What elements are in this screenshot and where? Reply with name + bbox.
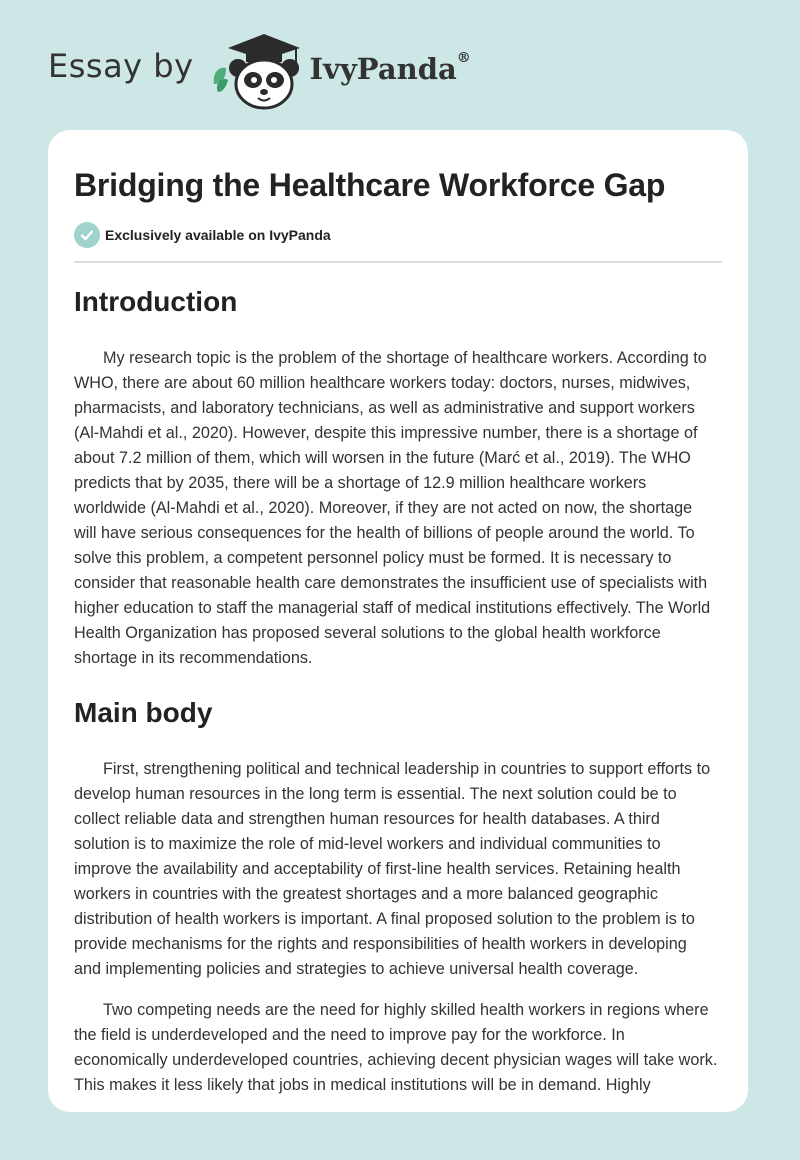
paragraph: First, strengthening political and technical leadership in countries to support efforts to develop human resources in the long term is essential. The next solution could be to collect reliable data and strengthen human resources for health databases. A third solution is to maximize the role of mid-level workers and individual communities to improve the availability and acceptability of first-line health services. Retaining health workers in countries with the greatest shortages and a more balanced geographic distribution of health workers is important. A final proposed solution to the problem is to provide mechanisms for the rights and responsibilities of health workers in developing and implementing policies and strategies to achieve universal health coverage. [74,760,711,978]
divider [74,261,722,263]
check-circle-icon [74,222,100,248]
brand-header [48,32,471,112]
badge-label: Exclusively available on IvyPanda [105,227,331,243]
paragraph: My research topic is the problem of the shortage of healthcare workers. According to WHO, there are about 60 million healthcare workers today: doctors, nurses, midwives, pharmacists, and laboratory technicians, as well as administrative and support workers (Al-Mahdi et al., 2020). However, despite this impressive number, there is a shortage of about 7.2 million of them, which will worsen in the future (Marć et al., 2019). The WHO predicts that by 2035, there will be a shortage of 12.9 million healthcare workers worldwide (Al-Mahdi et al., 2020). Moreover, if they are not acted on now, the shortage will have serious consequences for the health of billions of people around the world. To solve this problem, a competent personnel policy must be formed. It is necessary to consider that reasonable health care demonstrates the insufficient use of specialists with higher education to staff the managerial staff of medical institutions effectively. The World Health Organization has proposed several solutions to the global health workforce shortage in its recommendations. [74,349,711,667]
essay-card [48,130,748,1112]
panda-logo-icon[interactable] [210,32,306,112]
essay-content [74,280,718,1112]
section-heading-introduction: Introduction [74,286,238,317]
brand-name[interactable]: IvyPanda® [309,50,471,86]
paragraph: Two competing needs are the need for highly skilled health workers in regions where the field is underdeveloped and the need to improve pay for the workforce. In economically underdeveloped countries, achieving decent physician wages will take work. This makes it less likely that jobs in medical institutions will be in demand. Highly [74,1001,718,1094]
brand-prefix: Essay by [48,47,194,85]
page-title: Bridging the Healthcare Workforce Gap [74,167,666,203]
section-heading-main-body: Main body [74,697,213,728]
exclusive-badge [74,222,331,248]
